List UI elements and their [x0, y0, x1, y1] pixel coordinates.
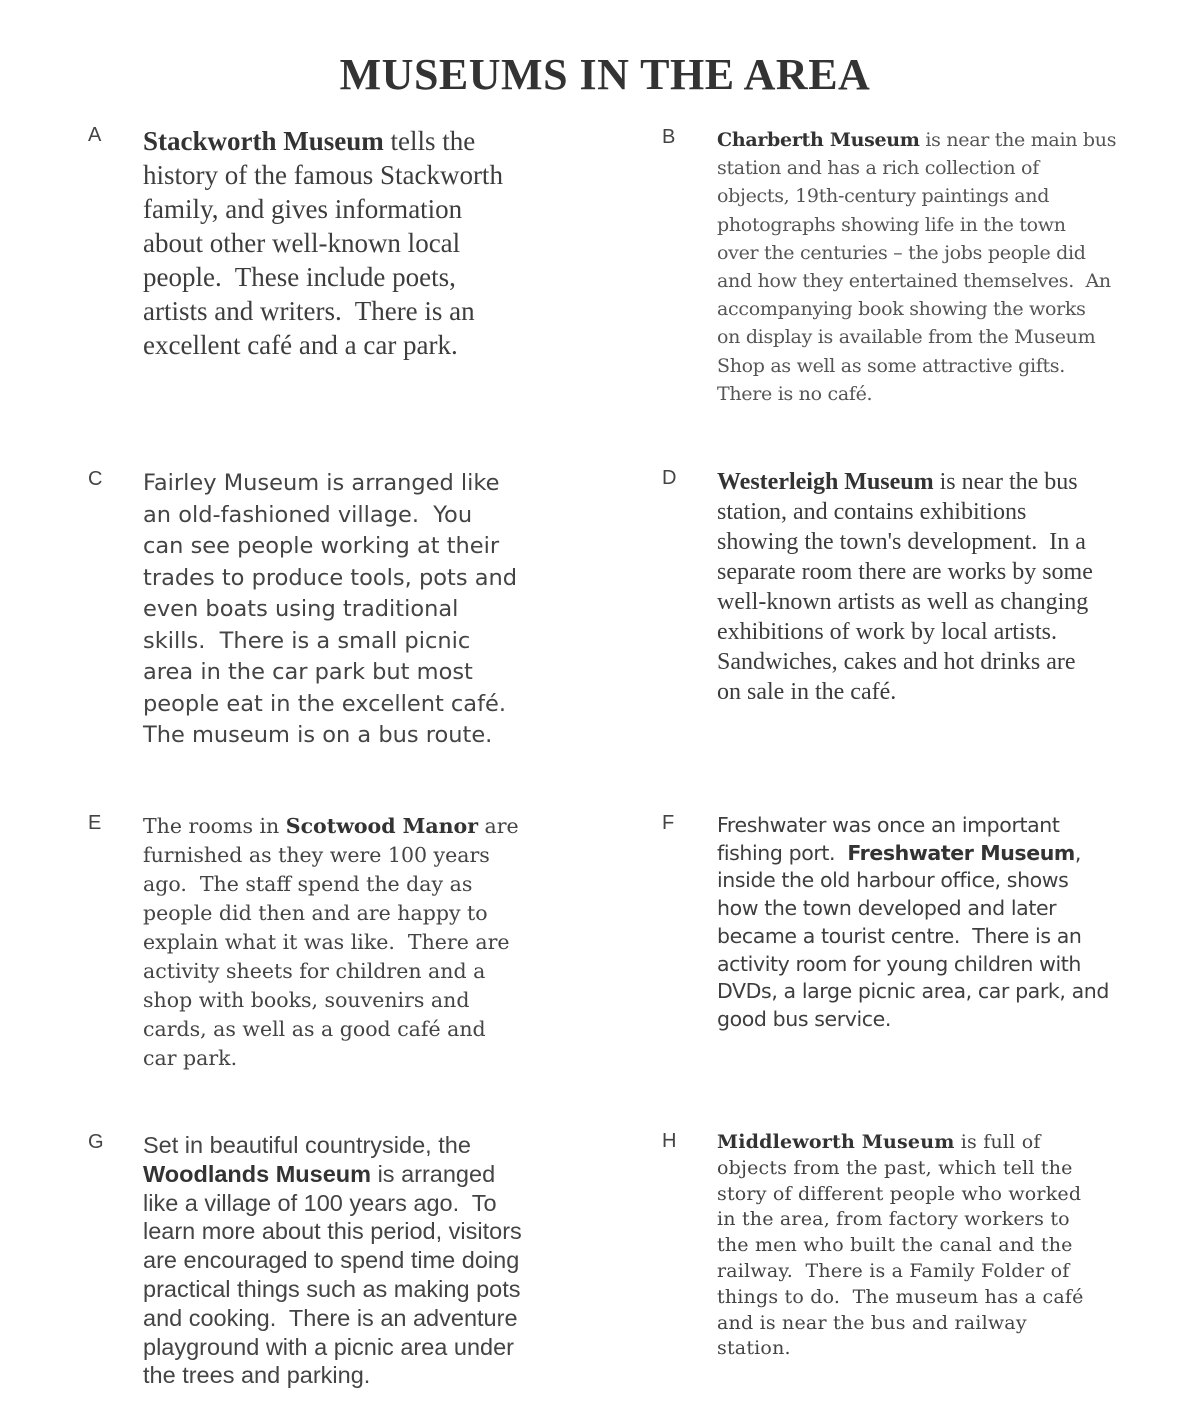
- text-line: [717, 380, 1116, 408]
- text-run: on display is available from the Museum: [717, 326, 1096, 349]
- text-line: [143, 192, 503, 226]
- page-title: MUSEUMS IN THE AREA: [339, 50, 871, 100]
- text-run: inside the old harbour office, shows: [717, 868, 1069, 893]
- text-run: the men who built the canal and the: [717, 1234, 1073, 1257]
- text-line: [717, 1207, 1084, 1233]
- text-line: [717, 923, 1109, 951]
- text-line: [717, 1311, 1084, 1337]
- text-line: [717, 1233, 1084, 1259]
- text-run: railway. There is a Family Folder of: [717, 1259, 1070, 1282]
- text-line: [717, 812, 1109, 840]
- text-line: [143, 870, 519, 899]
- text-line: [717, 587, 1093, 617]
- text-line: [717, 1130, 1084, 1156]
- text-run: objects, 19th-century paintings and: [717, 185, 1050, 208]
- text-run: showing the town's development. In a: [717, 529, 1086, 555]
- text-line: [717, 1285, 1084, 1311]
- text-line: [143, 260, 503, 294]
- text-line: [143, 500, 517, 532]
- text-run: learn more about this period, visitors: [143, 1218, 522, 1245]
- museum-name: Stackworth Museum: [143, 126, 384, 156]
- text-run: The rooms in: [143, 814, 286, 838]
- entry-description: [143, 1131, 522, 1390]
- text-run: excellent café and a car park.: [143, 330, 458, 360]
- text-line: [143, 1275, 522, 1304]
- entry-description: [717, 126, 1116, 408]
- entry-description: [717, 1130, 1084, 1362]
- text-line: [143, 294, 503, 328]
- text-run: fishing port.: [717, 840, 848, 865]
- text-line: [717, 1156, 1084, 1182]
- text-run: station, and contains exhibitions: [717, 499, 1027, 525]
- text-run: people did then and are happy to: [143, 901, 488, 925]
- entry-letter: B: [662, 126, 676, 148]
- text-run: are: [478, 814, 519, 838]
- text-line: [143, 594, 517, 626]
- text-line: [143, 1333, 522, 1362]
- text-run: photographs showing life in the town: [717, 213, 1066, 236]
- text-run: car park.: [143, 1046, 238, 1070]
- text-run: playground with a picnic area under: [143, 1333, 515, 1360]
- text-run: is near the bus: [933, 469, 1078, 495]
- text-line: [717, 527, 1093, 557]
- text-run: DVDs, a large picnic area, car park, and: [717, 979, 1109, 1004]
- text-run: activity room for young children with: [717, 951, 1081, 976]
- text-line: [717, 1182, 1084, 1208]
- entry-description: [717, 812, 1109, 1034]
- text-run: like a village of 100 years ago. To: [143, 1189, 497, 1216]
- text-line: [717, 557, 1093, 587]
- text-line: [143, 957, 519, 986]
- text-run: shop with books, souvenirs and: [143, 988, 470, 1012]
- text-run: the trees and parking.: [143, 1362, 371, 1389]
- text-run: an old-fashioned village. You: [143, 501, 473, 528]
- text-run: can see people working at their: [143, 533, 500, 559]
- text-line: [143, 226, 503, 260]
- museum-name: Charberth Museum: [717, 129, 920, 151]
- text-run: separate room there are works by some: [717, 559, 1093, 585]
- text-line: [717, 867, 1109, 895]
- museum-name: Freshwater Museum: [847, 840, 1075, 865]
- text-run: tells the: [383, 126, 476, 156]
- text-run: over the centuries – the jobs people did: [717, 241, 1086, 264]
- entry-description: [143, 468, 517, 752]
- text-line: [717, 647, 1093, 677]
- text-run: trades to produce tools, pots and: [143, 564, 518, 591]
- text-run: about other well-known local: [143, 228, 461, 258]
- text-line: [717, 295, 1116, 323]
- text-line: [717, 978, 1109, 1006]
- text-run: The museum is on a bus route.: [143, 722, 493, 748]
- text-run: is full of: [954, 1131, 1041, 1153]
- text-run: Fairley Museum is arranged like: [143, 470, 500, 496]
- text-line: [143, 1015, 519, 1044]
- text-line: [717, 951, 1109, 979]
- text-run: people. These include poets,: [143, 262, 456, 292]
- text-run: even boats using traditional: [143, 596, 459, 622]
- text-line: [143, 1044, 519, 1073]
- text-run: history of the famous Stackworth: [143, 160, 503, 190]
- text-line: [717, 323, 1116, 351]
- text-run: objects from the past, which tell the: [717, 1156, 1073, 1179]
- text-line: [143, 1361, 522, 1390]
- entry-letter: H: [662, 1130, 677, 1152]
- text-run: artists and writers. There is an: [143, 296, 475, 326]
- text-line: [143, 563, 517, 595]
- text-line: [143, 531, 517, 563]
- entry-letter: E: [88, 812, 102, 834]
- text-line: [717, 617, 1093, 647]
- text-run: station and has a rich collection of: [717, 157, 1039, 180]
- entry-letter: D: [662, 467, 677, 489]
- entry-letter: F: [662, 812, 675, 834]
- text-run: story of different people who worked: [717, 1182, 1082, 1205]
- text-line: [717, 840, 1109, 868]
- text-run: ,: [1074, 840, 1081, 865]
- text-line: [717, 1006, 1109, 1034]
- text-line: [143, 928, 519, 957]
- text-run: good bus service.: [717, 1006, 891, 1031]
- text-line: [717, 1336, 1084, 1362]
- text-run: area in the car park but most: [143, 659, 473, 685]
- text-line: [143, 1160, 522, 1189]
- museum-name: Woodlands Museum: [143, 1160, 372, 1187]
- text-line: [143, 720, 517, 752]
- text-line: [717, 352, 1116, 380]
- text-line: [143, 1246, 522, 1275]
- text-line: [143, 689, 517, 721]
- text-run: well-known artists as well as changing: [717, 589, 1089, 615]
- text-run: Freshwater was once an important: [717, 813, 1060, 837]
- entry-letter: C: [88, 468, 103, 490]
- text-run: Shop as well as some attractive gifts.: [717, 354, 1065, 377]
- text-run: Set in beautiful countryside, the: [143, 1132, 471, 1158]
- text-line: [143, 812, 519, 841]
- text-run: skills. There is a small picnic: [143, 627, 471, 654]
- text-line: [143, 986, 519, 1015]
- text-run: is arranged: [371, 1160, 496, 1187]
- entry-letter: G: [88, 1131, 104, 1153]
- text-run: cards, as well as a good café and: [143, 1017, 486, 1041]
- text-run: accompanying book showing the works: [717, 298, 1086, 321]
- text-line: [143, 158, 503, 192]
- text-line: [717, 239, 1116, 267]
- text-line: [143, 124, 503, 158]
- text-line: [717, 126, 1116, 154]
- entry-description: [143, 124, 503, 362]
- text-line: [717, 1259, 1084, 1285]
- text-run: exhibitions of work by local artists.: [717, 619, 1057, 645]
- text-line: [143, 626, 517, 658]
- text-run: There is no café.: [717, 382, 873, 405]
- text-line: [717, 467, 1093, 497]
- text-line: [143, 899, 519, 928]
- text-run: are encouraged to spend time doing: [143, 1247, 520, 1274]
- entry-letter: A: [88, 124, 102, 146]
- text-line: [143, 328, 503, 362]
- text-run: became a tourist centre. There is an: [717, 923, 1082, 948]
- text-line: [717, 677, 1093, 707]
- text-line: [717, 267, 1116, 295]
- entry-description: [717, 467, 1093, 707]
- text-line: [143, 1189, 522, 1218]
- text-run: ago. The staff spend the day as: [143, 872, 473, 896]
- text-run: explain what it was like. There are: [143, 930, 510, 954]
- text-line: [717, 182, 1116, 210]
- text-run: family, and gives information: [143, 194, 463, 224]
- text-run: on sale in the café.: [717, 679, 897, 705]
- text-line: [143, 657, 517, 689]
- text-line: [143, 1131, 522, 1160]
- text-line: [143, 1304, 522, 1333]
- text-line: [143, 1217, 522, 1246]
- text-run: furnished as they were 100 years: [143, 843, 490, 867]
- text-run: people eat in the excellent café.: [143, 690, 506, 717]
- text-run: activity sheets for children and a: [143, 959, 486, 983]
- text-run: station.: [717, 1337, 791, 1360]
- text-run: practical things such as making pots: [143, 1275, 521, 1302]
- text-line: [143, 468, 517, 500]
- museum-name: Westerleigh Museum: [717, 469, 934, 495]
- museum-name: Middleworth Museum: [717, 1131, 955, 1153]
- text-line: [717, 154, 1116, 182]
- text-run: and how they entertained themselves. An: [717, 270, 1111, 293]
- museum-name: Scotwood Manor: [285, 814, 479, 838]
- text-line: [717, 895, 1109, 923]
- text-run: things to do. The museum has a café: [717, 1285, 1084, 1308]
- text-run: in the area, from factory workers to: [717, 1208, 1070, 1231]
- text-line: [717, 497, 1093, 527]
- text-run: and cooking. There is an adventure: [143, 1304, 518, 1331]
- entry-description: [143, 812, 519, 1073]
- text-run: and is near the bus and railway: [717, 1311, 1027, 1334]
- text-run: Sandwiches, cakes and hot drinks are: [717, 649, 1076, 675]
- text-line: [143, 841, 519, 870]
- text-run: is near the main bus: [919, 129, 1117, 151]
- text-run: how the town developed and later: [717, 896, 1057, 921]
- text-line: [717, 211, 1116, 239]
